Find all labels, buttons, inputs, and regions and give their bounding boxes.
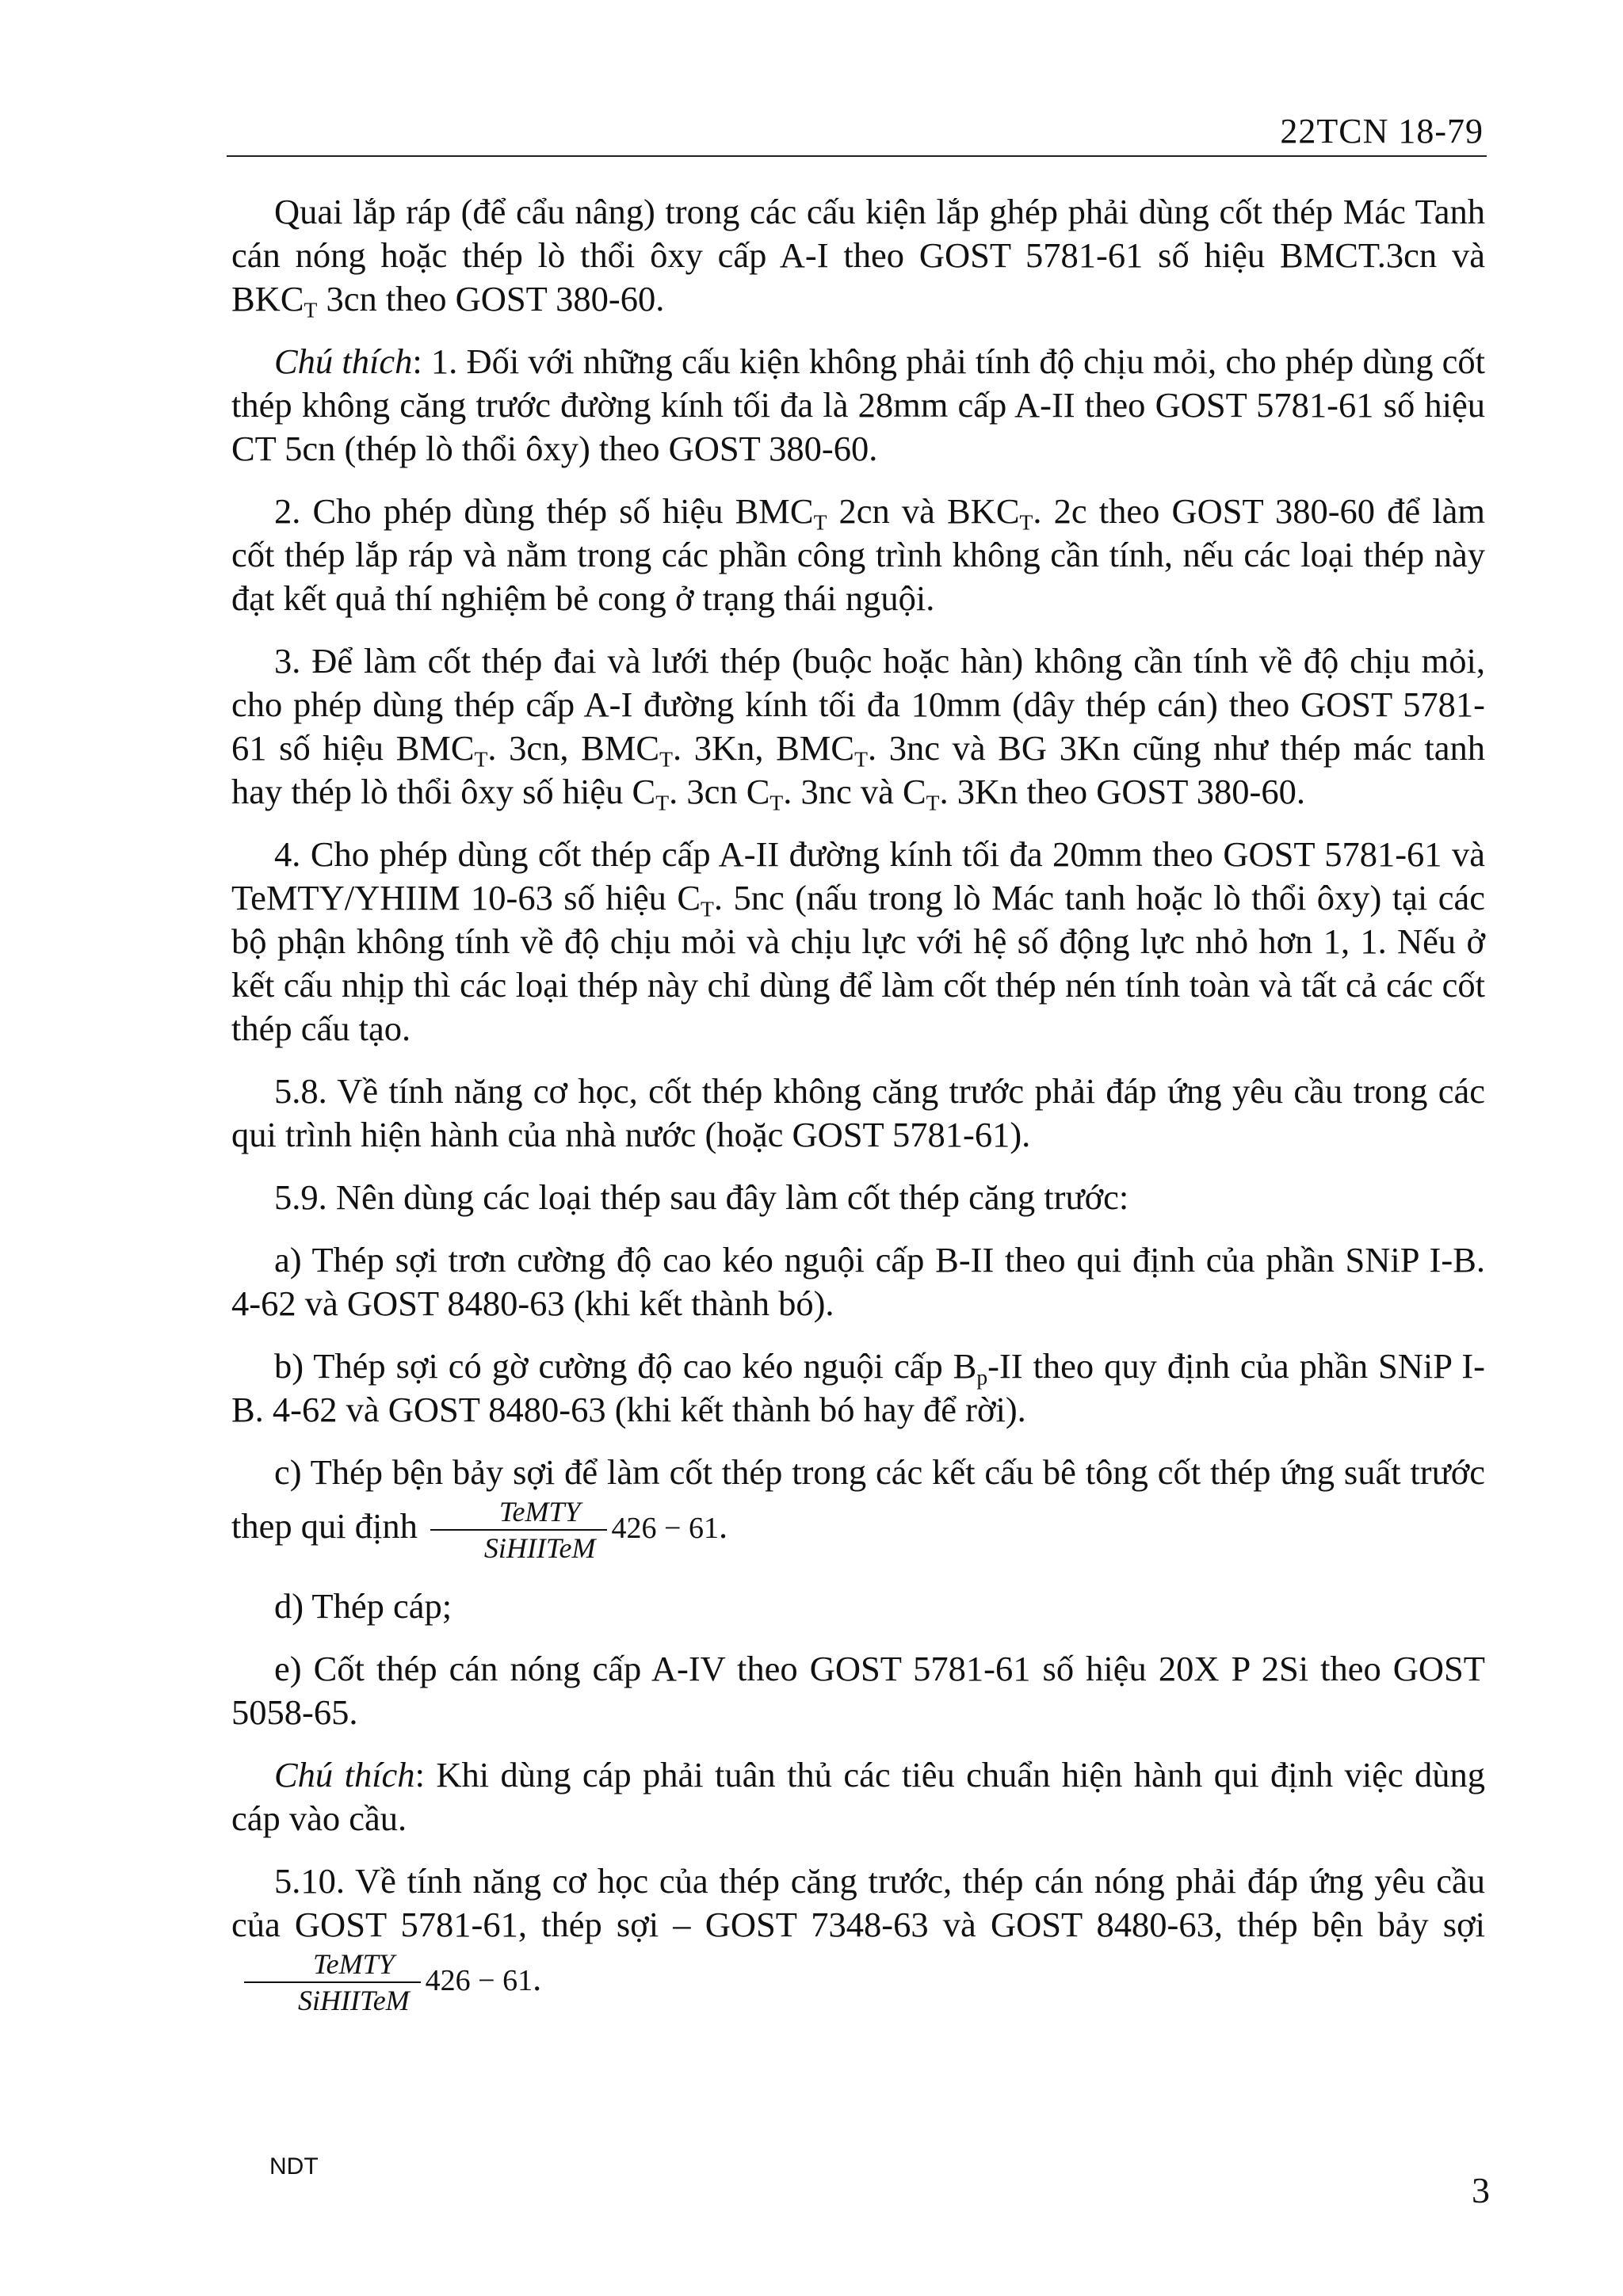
note-2: 2. Cho phép dùng thép số hiệu $BMC_T$ 2cn và $BKC_T$. 2c theo GOST 380-60 để làm cốt thép lắp ráp và nằm trong các phần công trình không cần tính, nếu các loại thép này đạt kết quả thí nghiệm bẻ cong ở trạng thái nguội. — [231, 491, 1485, 618]
standard-code: 22TCN 18-79 — [1280, 112, 1484, 151]
fraction-formula: $\frac{\text{TeMTY}}{\text{SiHIITeM}}$ — [244, 1947, 421, 2018]
page-number: 3 — [1472, 2170, 1490, 2210]
note-1: Chú thích: 1. Đối với những cấu kiện không phải tính độ chịu mỏi, cho phép dùng cốt thép không căng trước đường kính tối đa là 28mm cấp A-II theo GOST 5781-61 số hiệu CT 5cn (thép lò thổi ôxy) theo GOST 380-60. — [231, 341, 1485, 468]
section-5-10: 5.10. Về tính năng cơ học của thép căng trước, thép cán nóng phải đáp ứng yêu cầu của GOST 5781-61, thép sợi – GOST 7348-63 và GOST 8480-63, thép bện bảy sợi $\frac{\text{TeMTY}}{\text{SiHIITeM}}$ 426 − 61. — [231, 1861, 1485, 2016]
footer-author: NDT — [269, 2153, 319, 2180]
note-3: 3. Để làm cốt thép đai và lưới thép (buộc hoặc hàn) không cần tính về độ chịu mỏi, cho phép dùng thép cấp A-I đường kính tối đa 10mm (dây thép cán) theo GOST 5781-61 số hiệu $BMC_T$. 3cn, $BMC_T$. 3Kn, $BMC_T$. 3nc và BG 3Kn cũng như thép mác tanh hay thép lò thổi ôxy số hiệu $C_T$. 3cn $C_T$. 3nc và $C_T$. 3Kn theo GOST 380-60. — [231, 641, 1485, 815]
item-b: b) Thép sợi có gờ cường độ cao kéo nguội cấp $B_p-II$ theo quy định của phần SNiP I-B. 4-62 và GOST 8480-63 (khi kết thành bó hay để rời). — [231, 1346, 1485, 1429]
document-body — [231, 190, 1485, 2037]
note-4: 4. Cho phép dùng cốt thép cấp A-II đường kính tối đa 20mm theo GOST 5781-61 và TeMTY/YHIIM 10-63 số hiệu $C_T$. 5nc (nấu trong lò Mác tanh hoặc lò thổi ôxy) tại các bộ phận không tính về độ chịu mỏi và chịu lực với hệ số động lực nhỏ hơn 1, 1. Nếu ở kết cấu nhịp thì các loại thép này chỉ dùng để làm cốt thép nén tính toàn và tất cả các cốt thép cấu tạo. — [231, 834, 1485, 1048]
section-5-8: 5.8. Về tính năng cơ học, cốt thép không căng trước phải đáp ứng yêu cầu trong các qui trình hiện hành của nhà nước (hoặc GOST 5781-61). — [231, 1071, 1485, 1154]
note-cable: Chú thích: Khi dùng cáp phải tuân thủ các tiêu chuẩn hiện hành qui định việc dùng cáp vào cầu. — [231, 1755, 1485, 1838]
item-a: a) Thép sợi trơn cường độ cao kéo nguội cấp B-II theo qui định của phần SNiP I-B. 4-62 và GOST 8480-63 (khi kết thành bó). — [231, 1240, 1485, 1323]
item-c: c) Thép bện bảy sợi để làm cốt thép trong các kết cấu bê tông cốt thép ứng suất trước thep qui định $\frac{\text{TeMTY}}{\text{SiHIITeM}}$ 426 − 61. — [231, 1452, 1485, 1564]
note-label: Chú thích — [274, 341, 413, 381]
header-rule — [227, 155, 1487, 157]
fraction-formula: $\frac{\text{TeMTY}}{\text{SiHIITeM}}$ — [430, 1494, 607, 1566]
item-d: d) Thép cáp; — [274, 1586, 453, 1626]
note-label: Chú thích — [274, 1755, 415, 1794]
item-e: e) Cốt thép cán nóng cấp A-IV theo GOST 5781-61 số hiệu 20X P 2Si theo GOST 5058-65. — [231, 1649, 1485, 1732]
paragraph-lifting-hooks: Quai lắp ráp (để cẩu nâng) trong các cấu kiện lắp ghép phải dùng cốt thép Mác Tanh cán nóng hoặc thép lò thổi ôxy cấp A-I theo GOST 5781-61 số hiệu BMCT.3cn và $BKC_T$ 3cn theo GOST 380-60. — [231, 192, 1485, 322]
section-5-9: 5.9. Nên dùng các loại thép sau đây làm cốt thép căng trước: — [274, 1177, 1129, 1217]
